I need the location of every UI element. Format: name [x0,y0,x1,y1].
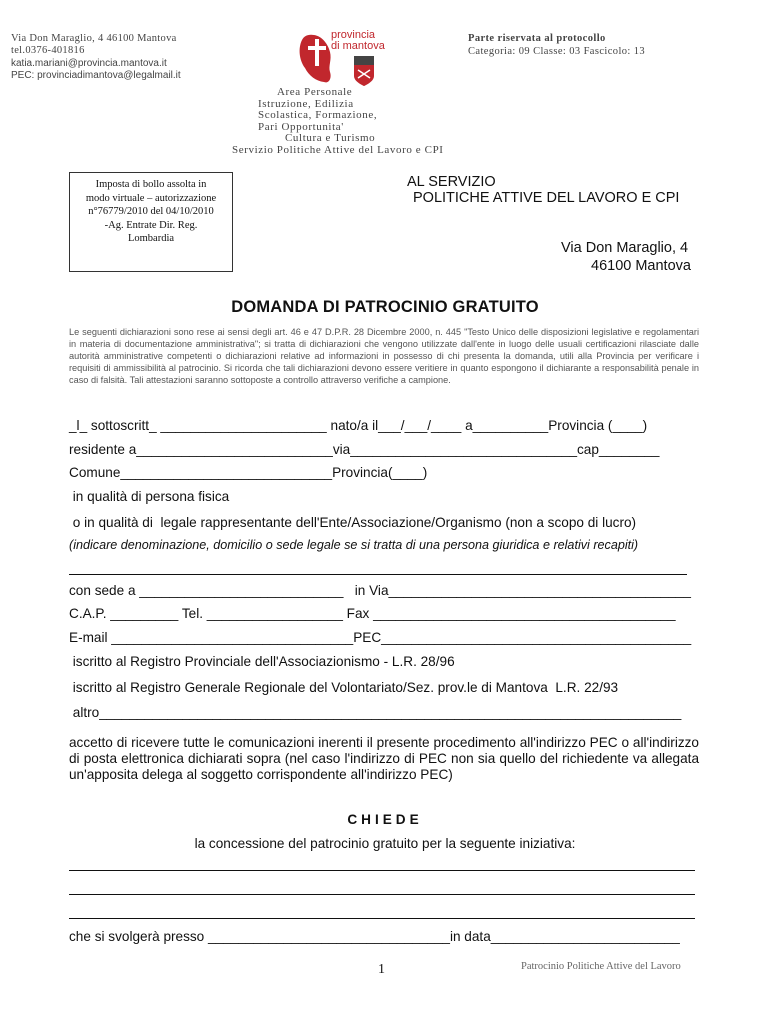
form-line-residence[interactable]: residente a__________________________via______________________________cap________ [69,442,660,457]
option-registro-provinciale[interactable]: iscritto al Registro Provinciale dell'Associazionismo - L.R. 28/96 [69,654,455,669]
recipient-address: Via Don Maraglio, 4 [561,240,689,256]
document-title: DOMANDA DI PATROCINIO GRATUITO [231,298,539,316]
department-line: Cultura e Turismo [285,132,376,144]
stamp-line: n°76779/2010 del 04/10/2010 [88,206,214,217]
form-blank-line[interactable] [69,574,687,575]
stamp-line: Lombardia [127,233,175,244]
stamp-duty-box [69,172,233,272]
initiative-line[interactable] [69,870,695,871]
page-number: 1 [378,962,385,977]
form-line-contacts[interactable]: C.A.P. _________ Tel. __________________ Fax ________________________________________ [69,606,676,621]
sender-phone: tel.0376-401816 [11,45,85,57]
department-line: Servizio Politiche Attive del Lavoro e CPI [232,143,444,156]
stamp-line: -Ag. Entrate Dir. Reg. [104,219,198,231]
form-hint: (indicare denominazione, domicilio o sede legale se si tratta di una persona giuridica e relativi recapiti) [69,538,639,552]
protocol-title: Parte riservata al protocollo [468,33,606,44]
logo-text: provincia di mantova [331,29,385,52]
department-line: Area Personale [277,86,353,98]
stamp-line: Imposta di bollo assolta in [95,179,207,190]
recipient-line: POLITICHE ATTIVE DEL LAVORO E CPI [413,190,680,206]
department-line: Pari Opportunita' [258,120,344,133]
option-persona-fisica[interactable]: in qualità di persona fisica [69,489,230,504]
initiative-line[interactable] [69,894,695,895]
form-line-email-pec[interactable]: E-mail ________________________________PEC_________________________________________ [69,630,692,645]
option-legale-rappresentante[interactable]: o in qualità di legale rappresentante dell'Ente/Associazione/Organismo (non a scopo di lucro) [69,515,637,530]
recipient-city: 46100 Mantova [591,258,691,274]
form-line-venue-date[interactable]: che si svolgerà presso ________________________________in data_________________________ [69,929,680,944]
sender-address: Via Don Maraglio, 4 46100 Mantova [11,33,177,44]
form-line-comune[interactable]: Comune____________________________Provincia(____) [69,465,428,480]
sender-pec: PEC: provinciadimantova@legalmail.it [11,69,181,81]
option-registro-regionale[interactable]: iscritto al Registro Generale Regionale del Volontariato/Sez. prov.le di Mantova L.R. 22/93 [69,680,619,695]
sender-email: katia.mariani@provincia.mantova.it [11,57,167,69]
option-altro[interactable]: altro_____________________________________________________________________________ [69,705,682,720]
footer-text: Patrocinio Politiche Attive del Lavoro [521,961,681,972]
form-line-applicant[interactable]: _l_ sottoscritt_ ______________________ nato/a il___/___/____ a__________Provincia (____) [69,418,648,433]
department-line: Scolastica, Formazione, [258,109,378,121]
sender-block [11,33,181,82]
declaration-text: Le seguenti dichiarazioni sono rese ai sensi degli art. 46 e 47 D.P.R. 28 Dicembre 2000, n. 445 "Testo Unico delle disposizioni legislative e regolamentari in materia di documentazione amministrativa"; si tratta di dichiarazioni che vengono utilizzate dall'ente in luogo delle usuali certificazioni rilasciate dalle autorità amministrative competenti o dichiarazioni relative ad informazioni in possesso di chi presenta la domanda, utili alla Provincia per verificare i requisiti di ammissibilità al patrocinio. Si ricorda che tali dichiarazioni devono essere veritiere in quanto espongono il dichiarante a responsabilità penale in caso di falsità. Tali attestazioni saranno sottoposte a controllo attraverso verifiche a campione. [69,327,699,385]
recipient-line: AL SERVIZIO [407,174,496,190]
form-line-sede[interactable]: con sede a ___________________________ in Via________________________________________ [69,583,691,598]
protocol-classification: Categoria: 09 Classe: 03 Fascicolo: 13 [468,45,646,57]
department-block [230,87,444,156]
stamp-line: modo virtuale – autorizzazione [85,192,217,204]
option-accept-pec[interactable]: accetto di ricevere tutte le comunicazioni inerenti il presente procedimento all'indirizzo PEC o all'indirizzo di posta elettronica dichiarati sopra (nel caso l'indirizzo di PEC non sia quello del richiedente va allegata un'apposita delega al soggetto corrispondente all'indirizzo PEC) [69,735,699,782]
request-text: la concessione del patrocinio gratuito per la seguente iniziativa: [194,836,576,851]
request-heading: CHIEDE [347,812,423,827]
protocol-block [468,33,645,58]
department-line: Istruzione, Edilizia [258,97,354,110]
initiative-line[interactable] [69,918,695,919]
